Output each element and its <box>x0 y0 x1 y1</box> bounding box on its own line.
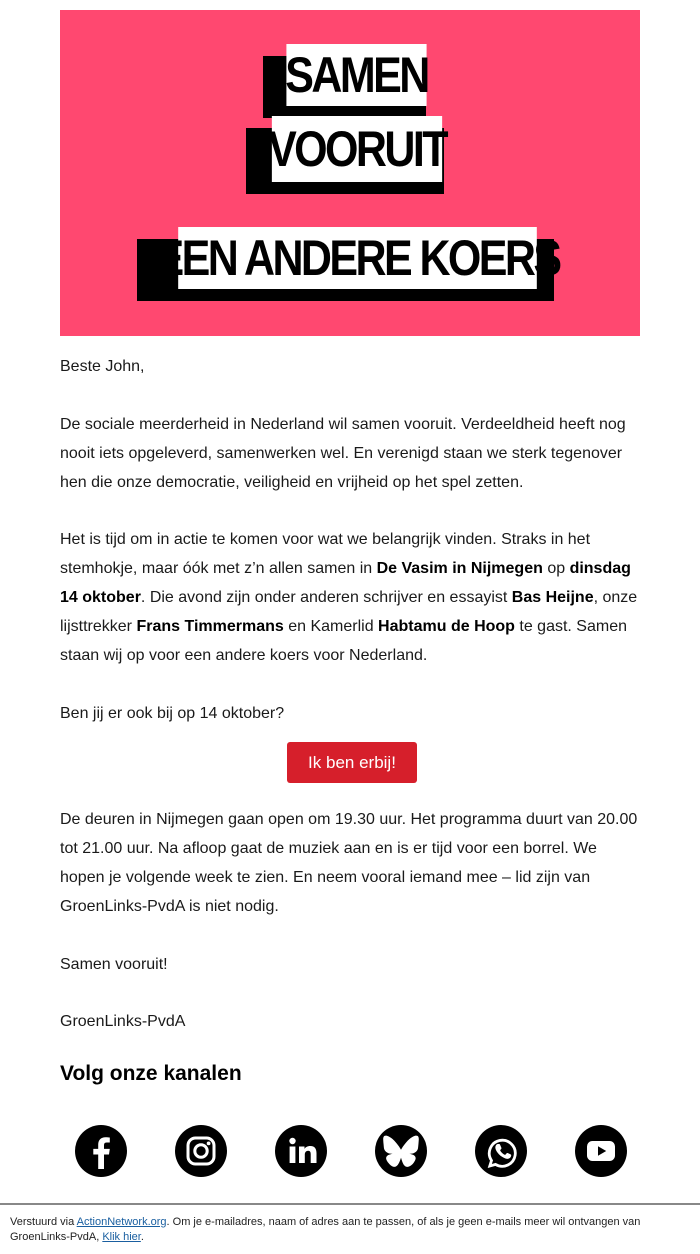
hero-title-line1: SAMEN <box>286 44 426 106</box>
hero-slab-vooruit <box>258 116 456 182</box>
speaker-habtamu-de-hoop: Habtamu de Hoop <box>378 618 515 635</box>
venue: De Vasim in Nijmegen <box>376 560 543 577</box>
closing: Samen vooruit! <box>60 955 168 973</box>
email-footer: Verstuurd via ActionNetwork.org. Om je e-mailadres, naam of adres aan te passen, of als je geen e-mails meer wil ontvangen van GroenLinks-PvdA, Klik hier. <box>0 1203 700 1254</box>
event-date: dinsdag 14 oktober <box>60 560 631 606</box>
paragraph-details: De deuren in Nijmegen gaan open om 19.30 uur. Het programma duurt van 20.00 tot 21.00 uur. Na afloop gaat de muziek aan en is er tijd voor een borrel. We hopen je volgende week te zien. En neem vooral iemand mee – lid zijn van GroenLinks-PvdA is niet nodig. <box>60 811 638 915</box>
social-links <box>75 1125 627 1181</box>
facebook-icon[interactable] <box>75 1125 127 1177</box>
question: Ben jij er ook bij op 14 oktober? <box>60 704 285 722</box>
rsvp-button[interactable]: Ik ben erbij! <box>287 742 417 783</box>
youtube-icon[interactable] <box>575 1125 627 1177</box>
hero-title-line2: VOORUIT <box>272 116 442 182</box>
hero-slab-koers <box>149 227 566 289</box>
hero-banner <box>60 10 640 336</box>
hero-slab-samen <box>275 44 438 106</box>
greeting: Beste John, <box>60 358 145 375</box>
unsubscribe-link[interactable]: Klik hier <box>102 1231 141 1243</box>
bluesky-icon[interactable] <box>375 1125 427 1177</box>
social-heading: Volg onze kanalen <box>60 1062 242 1085</box>
hero-title-line3: EEN ANDERE KOERS <box>178 227 537 289</box>
email-body <box>60 352 644 1065</box>
instagram-icon[interactable] <box>175 1125 227 1177</box>
paragraph-intro: De sociale meerderheid in Nederland wil samen vooruit. Verdeeldheid heeft nog nooit iets opgeleverd, samenwerken wel. En verenigd staan we sterk tegenover hen die onze democratie, veiligheid en vrijheid op het spel zetten. <box>60 415 626 491</box>
speaker-bas-heijne: Bas Heijne <box>511 589 594 606</box>
speaker-frans-timmermans: Frans Timmermans <box>136 618 284 635</box>
whatsapp-icon[interactable] <box>475 1125 527 1177</box>
actionnetwork-link[interactable]: ActionNetwork.org <box>76 1216 167 1228</box>
linkedin-icon[interactable] <box>275 1125 327 1177</box>
paragraph-event: Het is tijd om in actie te komen voor wat we belangrijk vinden. Straks in het stemhokje, maar óók met z’n allen samen in De Vasim in Nijmegen op dinsdag 14 oktober. Die avond zijn onder anderen schrijver en essayist Bas Heijne, onze lijsttrekker Frans Timmermans en Kamerlid Habtamu de Hoop te gast. Samen staan wij op voor een andere koers voor Nederland. <box>60 531 638 664</box>
signature: GroenLinks-PvdA <box>60 1013 186 1030</box>
